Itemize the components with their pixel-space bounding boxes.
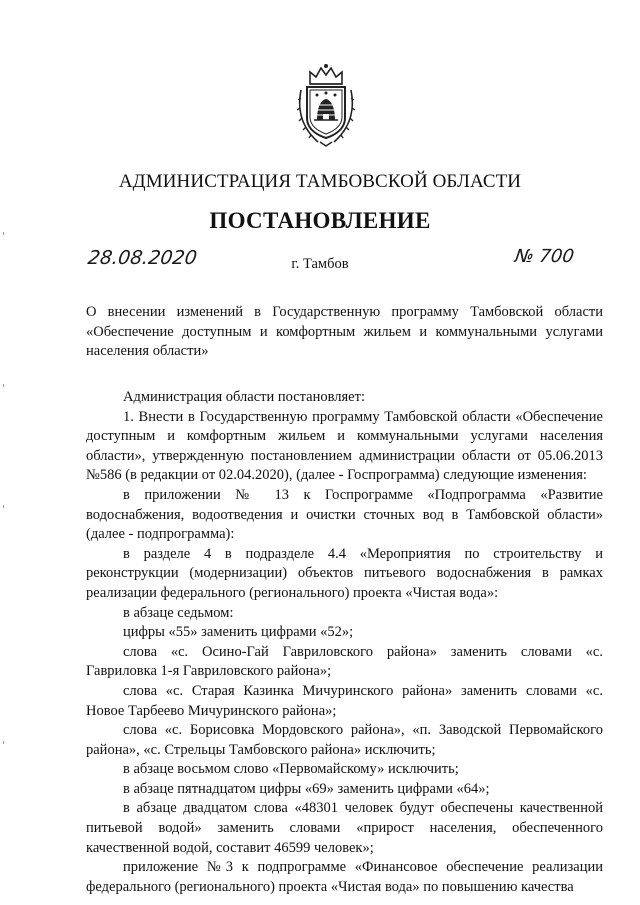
tambov-coat-of-arms-emblem [296,62,356,148]
body-paragraph: в абзаце двадцатом слова «48301 человек будут обеспечены качественной питьевой водой» заменить словами «прирост населения, обеспеченного качественной водой, составит 46599 человек»; [86,800,603,856]
body-paragraph: цифры «55» заменить цифрами «52»; [123,624,354,641]
body-paragraph: слова «с. Старая Казинка Мичуринского района» заменить словами «с. Новое Тарбеево Мичуринского района»; [86,682,603,719]
body-paragraph: Администрация области постановляет: [123,389,365,405]
margin-scan-mark [3,505,4,508]
body-paragraph: 1. Внести в Государственную программу Тамбовской области «Обеспечение доступным и комфортным жильем и коммунальными услугами населения области», утвержденную постановлением администрации области от 05.06.2013 №586 (в редакции от 02.04.2020), (далее - Госпрограмма) следующие изменения: [86,408,603,484]
body-paragraph: в абзаце седьмом: [123,604,234,621]
body-paragraph: в разделе 4 в подразделе 4.4 «Мероприятия по строительству и реконструкции (модернизации) объектов питьевого водоснабжения в рамках реализации федерального (регионального) проекта «Чистая вода»: [86,545,603,601]
margin-scan-mark [3,384,4,387]
body-paragraph: в приложении № 13 к Госпрограмме «Подпрограмма «Развитие водоснабжения, водоотведения и очистки сточных вод в Тамбовской области» (далее - подпрограмма): [86,486,603,543]
margin-scan-mark [3,741,4,744]
margin-scan-mark [3,232,4,235]
handwritten-date: 28.08.2020 [86,247,199,269]
handwritten-document-number: № 700 [513,246,576,267]
body-paragraph: в абзаце восьмом слово «Первомайскому» исключить; [123,761,459,778]
document-body [86,388,603,897]
document-type-heading: ПОСТАНОВЛЕНИЕ [209,208,431,233]
body-paragraph: приложение №3 к подпрограмме «Финансовое обеспечение реализации федерального (регионального) проекта «Чистая вода» по повышению качества [86,859,603,895]
city-name: г. Тамбов [291,256,349,272]
document-subject: О внесении изменений в Государственную программу Тамбовской области «Обеспечение доступным и комфортным жильем и коммунальными услугами населения области» [86,304,603,360]
body-paragraph: в абзаце пятнадцатом цифры «69» заменить цифрами «64»; [123,780,490,797]
body-paragraph: слова «с. Осино-Гай Гавриловского района» заменить словами «с. Гавриловка 1-я Гавриловского района»; [86,643,603,680]
organization-title: АДМИНИСТРАЦИЯ ТАМБОВСКОЙ ОБЛАСТИ [118,171,522,192]
body-paragraph: слова «с. Борисовка Мордовского района», «п. Заводской Первомайского района», «с. Стрельцы Тамбовского района» исключить; [86,722,603,758]
